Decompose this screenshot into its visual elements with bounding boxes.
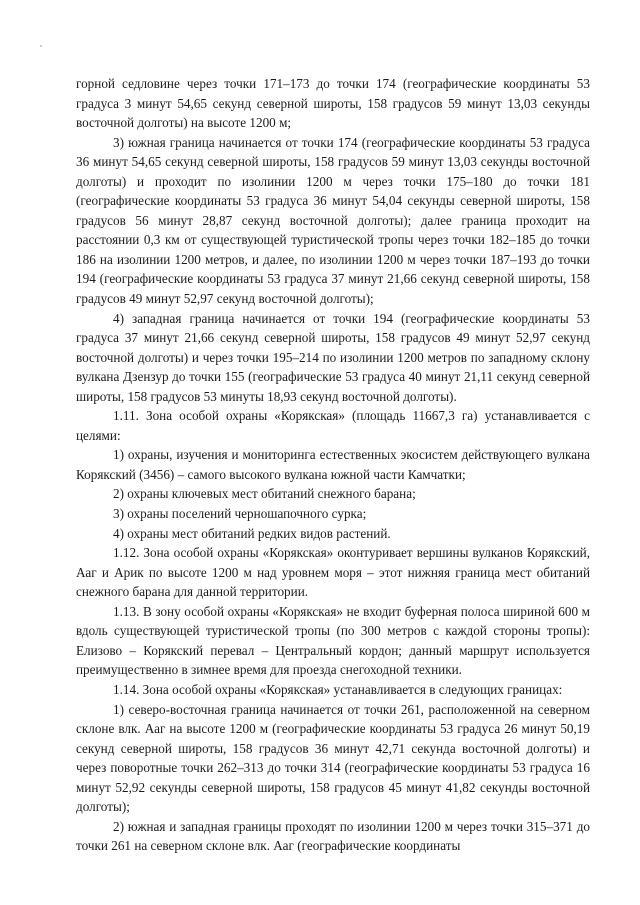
scan-speck: [40, 45, 42, 47]
paragraph-section-1-12: 1.12. Зона особой охраны «Корякская» оконтуривает вершины вулканов Корякский, Ааг и Арик по высоте 1200 м над уровнем моря – этот нижняя граница мест обитаний снежного барана для данной территории.: [76, 545, 590, 600]
paragraph-section-1-13: 1.13. В зону особой охраны «Корякская» не входит буферная полоса шириной 600 м вдоль существующей туристической тропы (по 300 метров с каждой стороны тропы): Елизово – Корякский перевал – Центральный кордон; данный маршрут используется преимущественно в зимнее время для проезда снегоходной техники.: [76, 603, 590, 678]
paragraph-south-boundary: 3) южная граница начинается от точки 174 (географические координаты 53 градуса 36 минут 54,65 секунд северной широты, 158 градусов 59 минут 13,03 секунды восточной долготы) и проходит по изолинии 1200 м через точки 175–180 до точки 181 (географические координаты 53 градуса 36 минут 54,04 секунды северной широты, 158 градусов 56 минут 28,87 секунд восточной долготы); далее граница проходит на расстоянии 0,3 км от существующей туристической тропы через точки 182–185 до точки 186 на изолинии 1200 метров, и далее, по изолинии 1200 м через точки 187–193 до точки 194 (географические координаты 53 градуса 37 минут 21,66 секунд северной широты, 158 градусов 49 минут 52,97 секунд восточной долготы);: [76, 134, 590, 307]
paragraph-goal-1: 1) охраны, изучения и мониторинга естественных экосистем действующего вулкана Корякский (3456) – самого высокого вулкана южной части Камчатки;: [76, 447, 590, 482]
paragraph-goal-2: 2) охраны ключевых мест обитаний снежного барана;: [113, 486, 416, 502]
paragraph-goal-3: 3) охраны поселений черношапочного сурка;: [113, 506, 367, 522]
paragraph-west-boundary: 4) западная граница начинается от точки 194 (географические координаты 53 градуса 37 минут 21,66 секунд северной широты, 158 градусов 49 минут 52,97 секунд восточной долготы) и через точки 195–214 по изолинии 1200 метров по западному склону вулкана Дзензур до точки 155 (географические 53 градуса 40 минут 21,11 секунд северной широты, 158 градусов 53 минуты 18,93 секунд восточной долготы).: [76, 310, 590, 404]
document-page: [76, 74, 590, 856]
paragraph-goal-4: 4) охраны мест обитаний редких видов растений.: [113, 525, 391, 541]
paragraph-northeast-boundary: 1) северо-восточная граница начинается от точки 261, расположенной на северном склоне влк. Ааг на высоте 1200 м (географические координаты 53 градуса 26 минут 50,19 секунд северной широты, 158 градусов 36 минут 42,71 секунда восточной долготы) и через поворотные точки 262–313 до точки 314 (географические координаты 53 градуса 16 минут 52,92 секунды северной широты, 158 градусов 45 минут 41,82 секунды восточной долготы);: [76, 701, 590, 815]
paragraph-section-1-14: 1.14. Зона особой охраны «Корякская» устанавливается в следующих границах:: [113, 681, 563, 697]
paragraph-section-1-11: 1.11. Зона особой охраны «Корякская» (площадь 11667,3 га) устанавливается с целями:: [76, 408, 590, 443]
paragraph-south-west-boundaries: 2) южная и западная границы проходят по изолинии 1200 м через точки 315–371 до точки 261 на северном склоне влк. Ааг (географические координаты: [76, 818, 590, 854]
paragraph-cont-west-boundary: горной седловине через точки 171–173 до точки 174 (географические координаты 53 градуса 3 минут 54,65 секунд северной широты, 158 градусов 59 минут 13,03 секунды восточной долготы) на высоте 1200 м;: [76, 76, 590, 131]
